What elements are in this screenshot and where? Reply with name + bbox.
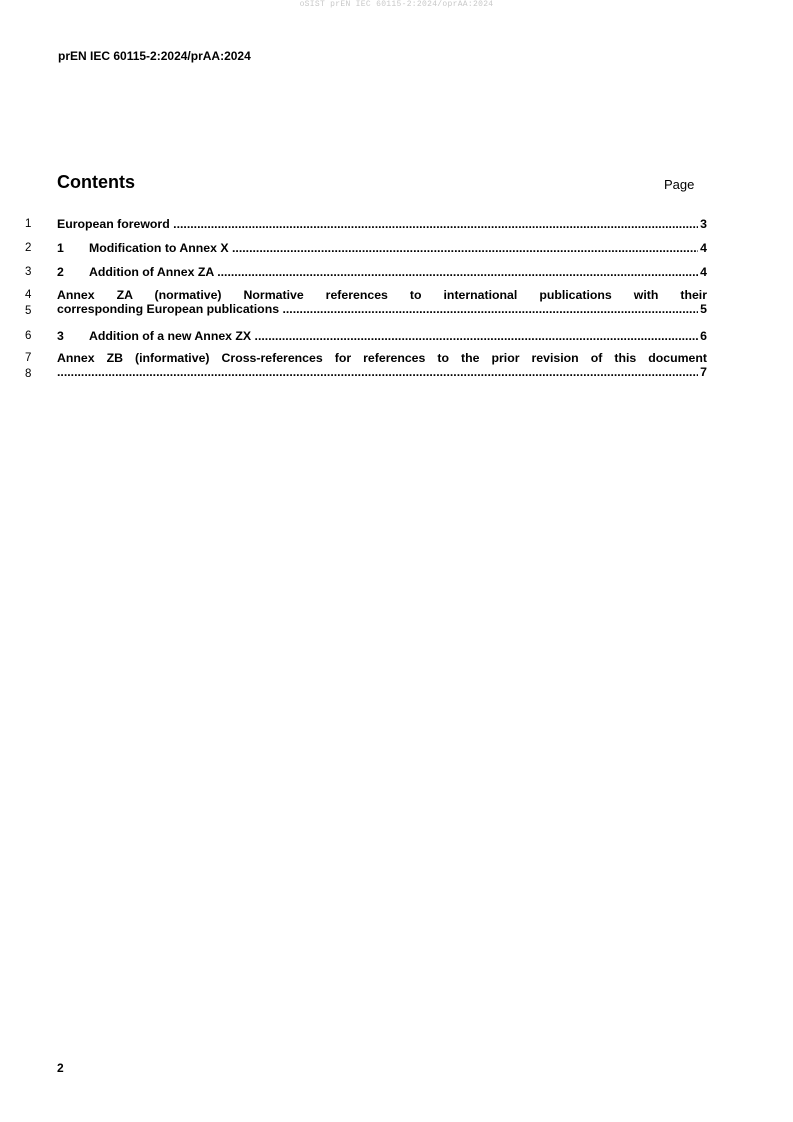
toc-entry-title-line1: Annex ZA (normative) Normative references to international publications with their (57, 288, 707, 302)
line-number: 7 (25, 352, 32, 364)
toc-entry-page: 5 (700, 302, 707, 316)
line-number: 3 (25, 266, 32, 278)
toc-entry-number: 1 (57, 241, 64, 255)
toc-entry-annex-za[interactable] (57, 288, 707, 316)
page-column-label: Page (664, 177, 695, 192)
watermark-text: oSIST prEN IEC 60115-2:2024/oprAA:2024 (299, 0, 494, 9)
line-number: 6 (25, 330, 32, 342)
toc-entry-addition-annex-zx[interactable] (57, 329, 707, 343)
line-number: 5 (25, 305, 32, 317)
toc-entry-modification-annex-x[interactable] (57, 241, 707, 255)
toc-entry-title-line1: Annex ZB (informative) Cross-references for references to the prior revision of this document (57, 351, 707, 365)
document-id: prEN IEC 60115-2:2024/prAA:2024 (58, 49, 251, 63)
toc-entry-page: 7 (700, 365, 707, 379)
toc-entry-title-line2: corresponding European publications (57, 302, 280, 316)
toc-entry-title: Modification to Annex X (89, 241, 229, 255)
line-number: 4 (25, 289, 32, 301)
toc-entry-title: Addition of Annex ZA (89, 265, 214, 279)
line-number: 2 (25, 242, 32, 254)
toc-entry-page: 4 (700, 265, 707, 279)
contents-heading: Contents (57, 172, 135, 192)
toc-entry-title: Addition of a new Annex ZX (89, 329, 252, 343)
toc-entry-number: 2 (57, 265, 64, 279)
page-number: 2 (57, 1061, 64, 1075)
toc-entry-addition-annex-za[interactable] (57, 265, 707, 279)
toc-entry-title: European foreword (57, 217, 170, 231)
toc-entry-annex-zb[interactable] (57, 351, 707, 379)
toc-entry-page: 6 (700, 329, 707, 343)
toc-entry-number: 3 (57, 329, 64, 343)
toc-entry-page: 3 (700, 217, 707, 231)
toc-entry-page: 4 (700, 241, 707, 255)
toc-entry-european-foreword[interactable] (57, 217, 707, 231)
line-number: 1 (25, 218, 32, 230)
line-number: 8 (25, 368, 32, 380)
